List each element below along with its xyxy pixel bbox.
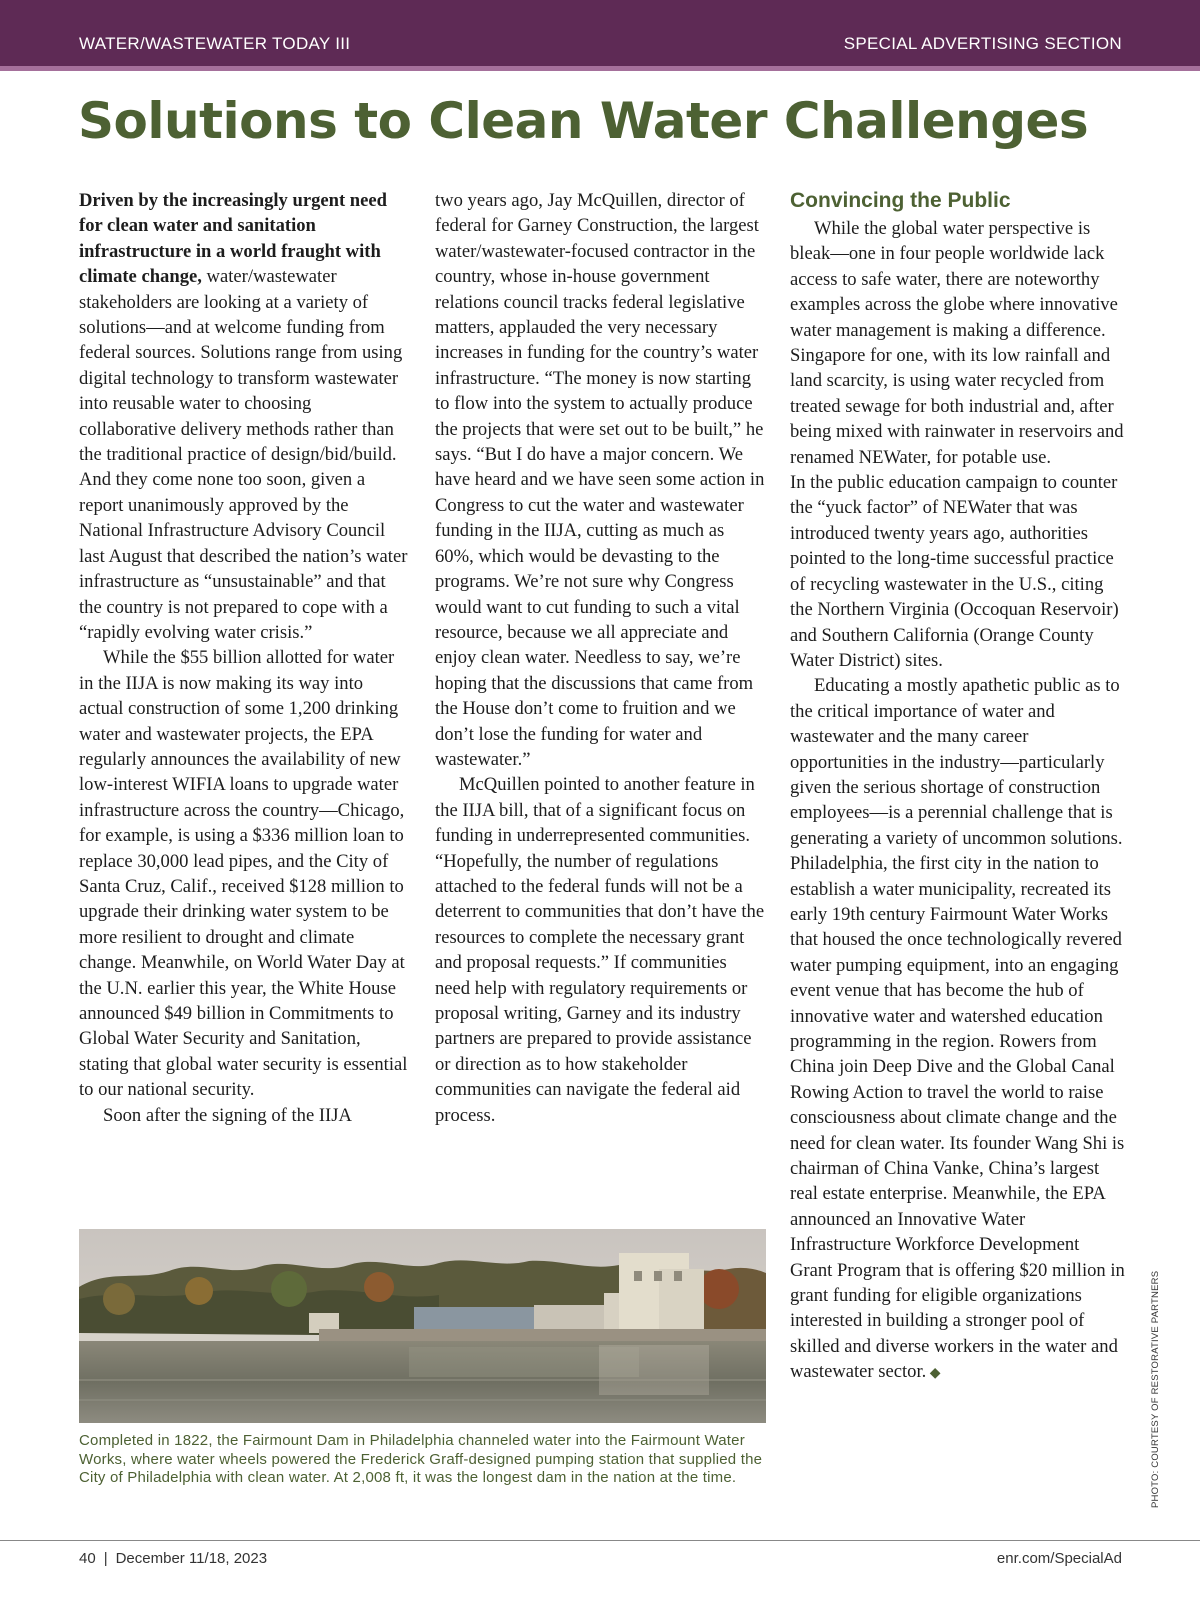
column-1 <box>79 188 409 1128</box>
footer-left <box>79 1550 267 1567</box>
paragraph <box>790 673 1125 1386</box>
advertising-label: SPECIAL ADVERTISING SECTION <box>843 34 1122 53</box>
lead-paragraph <box>79 188 409 645</box>
paragraph-text: Educating a mostly apathetic public as to the critical importance of water and wastewater and the many career opportunities in the industry—particularly given the serious shortage of construction employees—is a perennial challenge that is generating a variety of uncommon solutions. Philadelphia, the first city in the nation to establish a water municipality, recreated its early 19th century Fairmount Water Works that housed the once technologically revered water pumping equipment, into an engaging event venue that has become the hub of innovative water and watershed education programming in the region. Rowers from China join Deep Dive and the Global Canal Rowing Action to travel the world to raise consciousness about climate change and the need for clean water. Its founder Wang Shi is chairman of China Vanke, China’s largest real estate enterprise. Meanwhile, the EPA announced an Innovative Water Infrastructure Workforce Development Grant Program that is offering $20 million in grant funding for eligible organizations interested in building a stronger pool of skilled and diverse workers in the water and wastewater sector. <box>790 675 1125 1383</box>
paragraph: While the global water perspective is bleak—one in four people worldwide lack access to safe water, there are noteworthy examples across the globe where innovative water management is making a difference. Singapore for one, with its low rainfall and land scarcity, is using water recycled from treated sewage for both industrial and, after being mixed with rainwater in reservoirs and renamed NEWater, for potable use. <box>790 218 1124 468</box>
diamond-end-mark-icon: ◆ <box>926 1366 941 1382</box>
column-3 <box>790 188 1125 1387</box>
article-title: Solutions to Clean Water Challenges <box>78 92 1089 150</box>
photo-caption: Completed in 1822, the Fairmount Dam in Philadelphia channeled water into the Fairmount Water Works, where water wheels powered the Frederick Graff-designed pumping station that supplied the City of Philadelphia with clean water. At 2,008 ft, it was the longest dam in the nation at the time. <box>79 1432 763 1486</box>
page-number: 40 <box>79 1550 96 1567</box>
photo-credit: PHOTO: COURTESY OF RESTORATIVE PARTNERS <box>1150 1270 1161 1508</box>
footer-url: enr.com/SpecialAd <box>996 1550 1122 1567</box>
header-bar <box>0 0 1200 71</box>
paragraph: two years ago, Jay McQuillen, director of federal for Garney Construction, the largest water/wastewater-focused contractor in the country, whose in-house government relations council tracks federal legislative matters, applauded the very necessary increases in funding for the country’s water infrastructure. “The money is now starting to flow into the system to actually produce the projects that were set out to be built,” he says. “But I do have a major concern. We have heard and we have seen some action in Congress to cut the water and wastewater funding in the IIJA, cutting as much as 60%, which would be devasting to the programs. We’re not sure why Congress would want to cut funding to such a vital resource, because we all appreciate and enjoy clean water. Needless to say, we’re hoping that the discussions that came from the House don’t come to fruition and we don’t lose the funding for water and wastewater.” <box>435 190 765 770</box>
paragraph: McQuillen pointed to another feature in the IIJA bill, that of a significant focus on funding in underrepresented communities. “Hopefully, the number of regulations attached to the federal funds will not be a deterrent to communities that don’t have the resources to complete the necessary grant and proposal requests.” If communities need help with regulatory requirements or proposal writing, Garney and its industry partners are prepared to provide assistance or direction as to how stakeholder communities can navigate the federal aid process. <box>435 774 765 1126</box>
issue-date: December 11/18, 2023 <box>115 1550 268 1567</box>
lead-bold: Driven by the increasingly urgent need for clean water and sanitation infrastructure in a world fraught with climate change, <box>79 190 387 288</box>
lead-rest: water/wastewater stakeholders are looking at a variety of solutions—and at welcome funding from federal sources. Solutions range from using digital technology to transform wastewater into reusable water to choosing collaborative delivery methods rather than the traditional practice of design/bid/build. And they come none too soon, given a report unanimously approved by the National Infrastructure Advisory Council last August that described the nation’s water infrastructure as “unsustainable” and that the country is not prepared to cope with a “rapidly evolving water crisis.” <box>79 266 408 643</box>
column-2 <box>435 188 765 1128</box>
paragraph: While the $55 billion allotted for water in the IIJA is now making its way into actual construction of some 1,200 drinking water and wastewater projects, the EPA regularly announces the availability of new low-interest WIFIA loans to upgrade water infrastructure across the country—Chicago, for example, is using a $336 million loan to replace 30,000 lead pipes, and the City of Santa Cruz, Calif., received $128 million to upgrade their drinking water system to be more resilient to drought and climate change. Meanwhile, on World Water Day at the U.N. earlier this year, the White House announced $49 billion in Commitments to Global Water Security and Sanitation, stating that global water security is essential to our national security. <box>79 647 408 1101</box>
footer-divider <box>0 1540 1200 1541</box>
section-name: WATER/WASTEWATER TODAY III <box>79 34 351 53</box>
fairmount-dam-photo <box>79 1229 766 1423</box>
footer-separator: | <box>103 1550 108 1567</box>
subheading: Convincing the Public <box>790 189 1011 212</box>
paragraph: Soon after the signing of the IIJA <box>103 1104 352 1126</box>
paragraph: In the public education campaign to counter the “yuck factor” of NEWater that was introduced twenty years ago, authorities pointed to the long-time successful practice of recycling wastewater in the U.S., citing the Northern Virginia (Occoquan Reservoir) and Southern California (Orange County Water District) sites. <box>790 472 1119 671</box>
photo-illustration <box>79 1229 766 1423</box>
